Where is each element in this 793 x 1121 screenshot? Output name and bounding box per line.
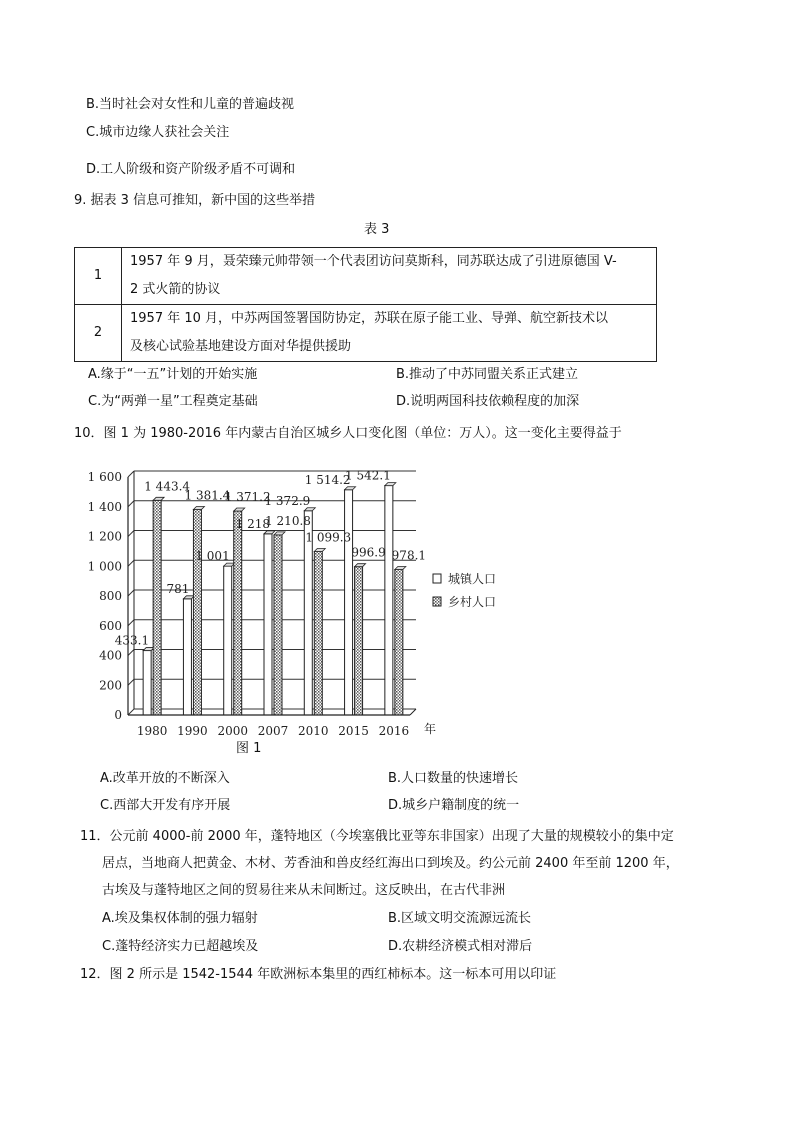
table-cell-line: 2 式火箭的协议 xyxy=(130,282,221,297)
data-label: 1 372.9 xyxy=(264,493,311,508)
table-cell-text xyxy=(122,248,657,305)
bar-top xyxy=(274,532,285,535)
q9-option-c: C.为“两弹一星”工程奠定基础 xyxy=(88,394,258,409)
table-cell-line: 1957 年 9 月，聂荣臻元帅带领一个代表团访问莫斯科，同苏联达成了引进原德国 V- xyxy=(130,254,617,269)
population-chart xyxy=(84,460,524,760)
q9-option-b: B.推动了中苏同盟关系正式建立 xyxy=(396,367,579,382)
bar-top xyxy=(224,563,235,566)
q10-option-d: D.城乡户籍制度的统一 xyxy=(388,798,520,813)
gridline xyxy=(128,650,134,656)
x-tick-label: 2010 xyxy=(298,724,329,738)
gridline xyxy=(128,501,134,507)
data-label: 996.9 xyxy=(351,545,386,560)
data-table xyxy=(74,247,657,362)
gridline xyxy=(128,531,134,537)
table-cell-text xyxy=(122,305,657,362)
x-tick-label: 1980 xyxy=(136,724,168,738)
data-label: 978.1 xyxy=(391,548,427,563)
y-tick-label: 800 xyxy=(99,589,122,603)
q11-option-a: A.埃及集权体制的强力辐射 xyxy=(102,911,258,926)
bar xyxy=(314,551,322,715)
bar-top xyxy=(355,564,366,567)
bar-top xyxy=(193,507,204,510)
y-tick-label: 1 000 xyxy=(87,559,122,574)
q8-option-b: B.当时社会对女性和儿童的普遍歧视 xyxy=(86,97,295,112)
gridline xyxy=(128,709,134,715)
y-tick-label: 0 xyxy=(114,708,122,722)
x-tick-label: 2016 xyxy=(378,724,410,738)
gridline xyxy=(128,590,134,596)
bar-top xyxy=(234,508,245,511)
data-label: 1 210.8 xyxy=(265,513,311,528)
bar xyxy=(153,500,161,715)
bar xyxy=(193,510,201,715)
q8-option-c: C.城市边缘人获社会关注 xyxy=(86,125,230,140)
y-tick-label: 1 200 xyxy=(87,529,122,544)
q9-option-d: D.说明两国科技依赖程度的加深 xyxy=(396,394,580,409)
gridline xyxy=(128,620,134,626)
q10-option-a: A.改革开放的不断深入 xyxy=(100,771,230,786)
q8-option-d: D.工人阶级和资产阶级矛盾不可调和 xyxy=(86,162,296,177)
bar xyxy=(183,599,191,715)
q11-option-c: C.蓬特经济实力已超越埃及 xyxy=(102,939,259,954)
x-tick-label: 2007 xyxy=(257,724,289,738)
legend-swatch xyxy=(433,574,441,583)
x-tick-label: 2015 xyxy=(338,724,369,738)
q11-stem-line2: 居点，当地商人把黄金、木材、芳香油和兽皮经红海出口到埃及。约公元前 2400 年至前 1200 年， xyxy=(102,856,679,871)
bar xyxy=(385,486,393,715)
bar-top xyxy=(143,648,154,651)
x-axis-unit: 年 xyxy=(424,722,437,736)
x-tick-label: 2000 xyxy=(217,724,248,738)
y-tick-label: 1 400 xyxy=(87,499,122,514)
data-label: 1 542.1 xyxy=(345,468,391,483)
data-label: 433.1 xyxy=(114,633,150,648)
table-cell-line: 及核心试验基地建设方面对华提供援助 xyxy=(130,339,352,354)
legend-label: 城镇人口 xyxy=(448,572,497,586)
table-row xyxy=(75,305,657,362)
bar-top xyxy=(183,596,194,599)
bar xyxy=(355,567,363,715)
q9-option-a: A.缘于“一五”计划的开始实施 xyxy=(88,367,258,382)
legend-swatch xyxy=(433,597,441,606)
legend-label: 乡村人口 xyxy=(448,595,497,609)
data-label: 1 371.2 xyxy=(224,490,271,505)
bar xyxy=(264,534,272,715)
bar-top xyxy=(304,508,315,511)
y-tick-label: 600 xyxy=(99,618,122,633)
gridline xyxy=(128,471,134,477)
gridline xyxy=(128,560,134,566)
table-title: 表 3 xyxy=(364,222,390,237)
y-tick-label: 1 600 xyxy=(87,470,122,484)
y-tick-label: 400 xyxy=(99,648,122,663)
figure-label: 图 1 xyxy=(236,741,262,756)
bar xyxy=(234,511,242,715)
bar-top xyxy=(264,531,275,534)
q11-option-b: B.区域文明交流源远流长 xyxy=(388,911,532,926)
data-label: 1 218 xyxy=(235,516,270,531)
q11-stem-line3: 古埃及与蓬特地区之间的贸易往来从未间断过。这反映出，在古代非洲 xyxy=(102,883,506,898)
q11-option-d: D.农耕经济模式相对滞后 xyxy=(388,939,533,954)
bar xyxy=(274,535,282,715)
q11-stem-line1: 11．公元前 4000-前 2000 年，蓬特地区（今埃塞俄比亚等东非国家）出现了大量的规模较小的集中定 xyxy=(80,829,674,844)
q10-option-b: B.人口数量的快速增长 xyxy=(388,771,519,786)
bar xyxy=(395,570,403,715)
q9-stem: 9. 据表 3 信息可推知，新中国的这些举措 xyxy=(74,193,316,208)
y-tick-label: 200 xyxy=(99,678,122,693)
bar-top xyxy=(345,487,356,490)
chart-svg xyxy=(84,460,524,760)
table-cell-num: 2 xyxy=(75,305,122,362)
q10-stem: 10．图 1 为 1980-2016 年内蒙古自治区城乡人口变化图（单位：万人）。这一变化主要得益于 xyxy=(74,426,622,441)
table-row xyxy=(75,248,657,305)
data-label: 1 514.2 xyxy=(304,472,351,487)
table-cell-line: 1957 年 10 月，中苏两国签署国防协定，苏联在原子能工业、导弹、航空新技术以 xyxy=(130,311,609,326)
q12-stem: 12．图 2 所示是 1542-1544 年欧洲标本集里的西红柿标本。这一标本可用以印证 xyxy=(80,967,557,982)
table-cell-num: 1 xyxy=(75,248,122,305)
floor-edge xyxy=(410,709,416,715)
bar xyxy=(345,490,353,715)
x-tick-label: 1990 xyxy=(177,724,208,738)
bar xyxy=(143,651,151,715)
bar-top xyxy=(395,567,406,570)
bar-top xyxy=(385,483,396,486)
data-label: 1 099.3 xyxy=(305,530,352,545)
data-label: 1 001 xyxy=(195,549,230,564)
data-label: 1 381.4 xyxy=(184,488,231,503)
bar xyxy=(224,566,232,715)
bar-top xyxy=(314,548,325,551)
data-label: 781 xyxy=(166,581,190,596)
data-label: 1 443.4 xyxy=(144,479,191,494)
gridline xyxy=(128,679,134,685)
bar-top xyxy=(153,497,164,500)
q10-option-c: C.西部大开发有序开展 xyxy=(100,798,231,813)
